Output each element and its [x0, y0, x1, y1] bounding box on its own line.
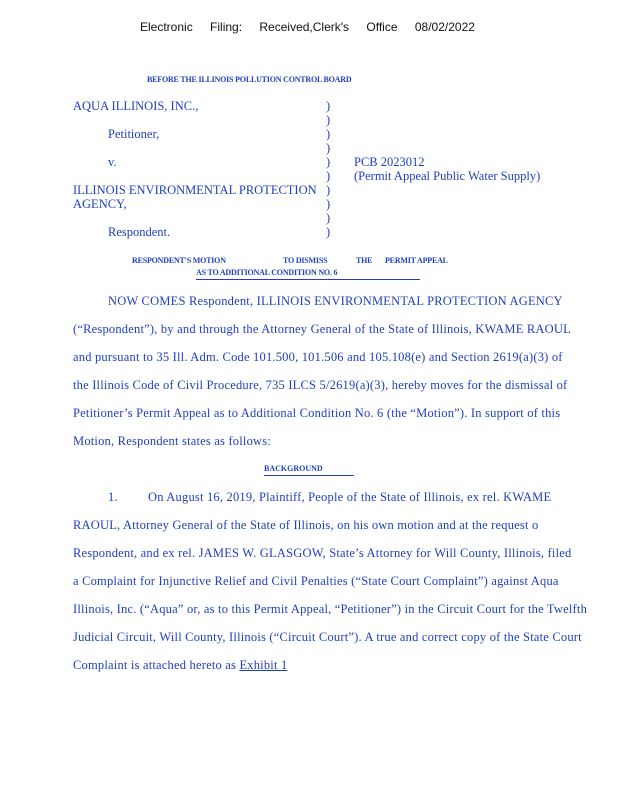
docket-number: PCB 2023012	[354, 155, 425, 169]
filing-stamp-electronic: Electronic	[140, 20, 193, 34]
caption-paren: )	[326, 169, 331, 183]
caption-paren: )	[326, 155, 331, 169]
filing-stamp-date: 08/02/2022	[414, 20, 475, 34]
paragraph-1-line: Illinois, Inc. (“Aqua” or, as to this Permit Appeal, “Petitioner”) in the Circuit Court for the Twelfth	[73, 602, 588, 616]
caption-respondent-name-line2: AGENCY,	[73, 197, 127, 211]
motion-title-part4: PERMIT APPEAL	[385, 256, 448, 265]
caption-respondent-role: Respondent.	[108, 225, 171, 239]
caption-respondent-name-line1: ILLINOIS ENVIRONMENTAL PROTECTION	[73, 183, 317, 197]
caption-paren: )	[326, 183, 331, 197]
intro-line: Motion, Respondent states as follows:	[73, 434, 272, 448]
section-heading-background: BACKGROUND	[264, 464, 323, 473]
motion-title-part3: THE	[356, 256, 373, 265]
paragraph-1-line: Respondent, and ex rel. JAMES W. GLASGOW, State’s Attorney for Will County, Illinois, filed	[73, 546, 572, 560]
filing-stamp-office: Office	[366, 20, 398, 34]
caption-paren: )	[326, 197, 331, 211]
caption-paren: )	[326, 211, 331, 225]
paragraph-1-line: Judicial Circuit, Will County, Illinois (“Circuit Court”). A true and correct copy of the State Court	[73, 630, 582, 644]
filing-stamp-received: Received,Clerk's	[259, 20, 350, 34]
motion-title-part1: RESPONDENT'S MOTION	[132, 256, 226, 265]
caption-paren: )	[326, 127, 331, 141]
caption-petitioner-role: Petitioner,	[108, 127, 160, 141]
exhibit-1-link[interactable]: Exhibit 1	[239, 658, 288, 672]
filing-stamp	[140, 20, 489, 34]
intro-line: NOW COMES Respondent, ILLINOIS ENVIRONMENTAL PROTECTION AGENCY	[108, 294, 563, 308]
filing-stamp-filing: Filing:	[210, 20, 243, 34]
intro-line: Petitioner’s Permit Appeal as to Additional Condition No. 6 (the “Motion”). In support of this	[73, 406, 561, 420]
paragraph-number: 1.	[108, 490, 118, 504]
intro-line: and pursuant to 35 Ill. Adm. Code 101.500, 101.506 and 105.108(e) and Section 2619(a)(3) of	[73, 350, 563, 364]
docket-description: (Permit Appeal Public Water Supply)	[354, 169, 541, 183]
board-heading: BEFORE THE ILLINOIS POLLUTION CONTROL BOARD	[147, 75, 352, 84]
motion-title-part2: TO DISMISS	[283, 256, 328, 265]
caption-versus: v.	[108, 155, 117, 169]
caption-paren: )	[326, 141, 331, 155]
caption-paren: )	[326, 99, 331, 113]
intro-line: the Illinois Code of Civil Procedure, 735 ILCS 5/2619(a)(3), hereby moves for the dismissal of	[73, 378, 568, 392]
section-heading-underline	[264, 475, 354, 476]
intro-line: (“Respondent”), by and through the Attorney General of the State of Illinois, KWAME RAOUL	[73, 322, 571, 336]
caption-petitioner-name: AQUA ILLINOIS, INC.,	[73, 99, 199, 113]
motion-title-line2: AS TO ADDITIONAL CONDITION NO. 6	[196, 268, 338, 277]
paragraph-1-line: RAOUL, Attorney General of the State of Illinois, on his own motion and at the request o	[73, 518, 539, 532]
caption-paren: )	[326, 225, 331, 239]
paragraph-1-first-line: On August 16, 2019, Plaintiff, People of the State of Illinois, ex rel. KWAME	[148, 490, 552, 504]
paragraph-1-last-line-text: Complaint is attached hereto as	[73, 658, 237, 672]
caption-paren: )	[326, 113, 331, 127]
paragraph-1-last-line	[73, 658, 287, 673]
motion-title-underline	[196, 279, 420, 280]
paragraph-1-line: a Complaint for Injunctive Relief and Civil Penalties (“State Court Complaint”) against Aqua	[73, 574, 559, 588]
